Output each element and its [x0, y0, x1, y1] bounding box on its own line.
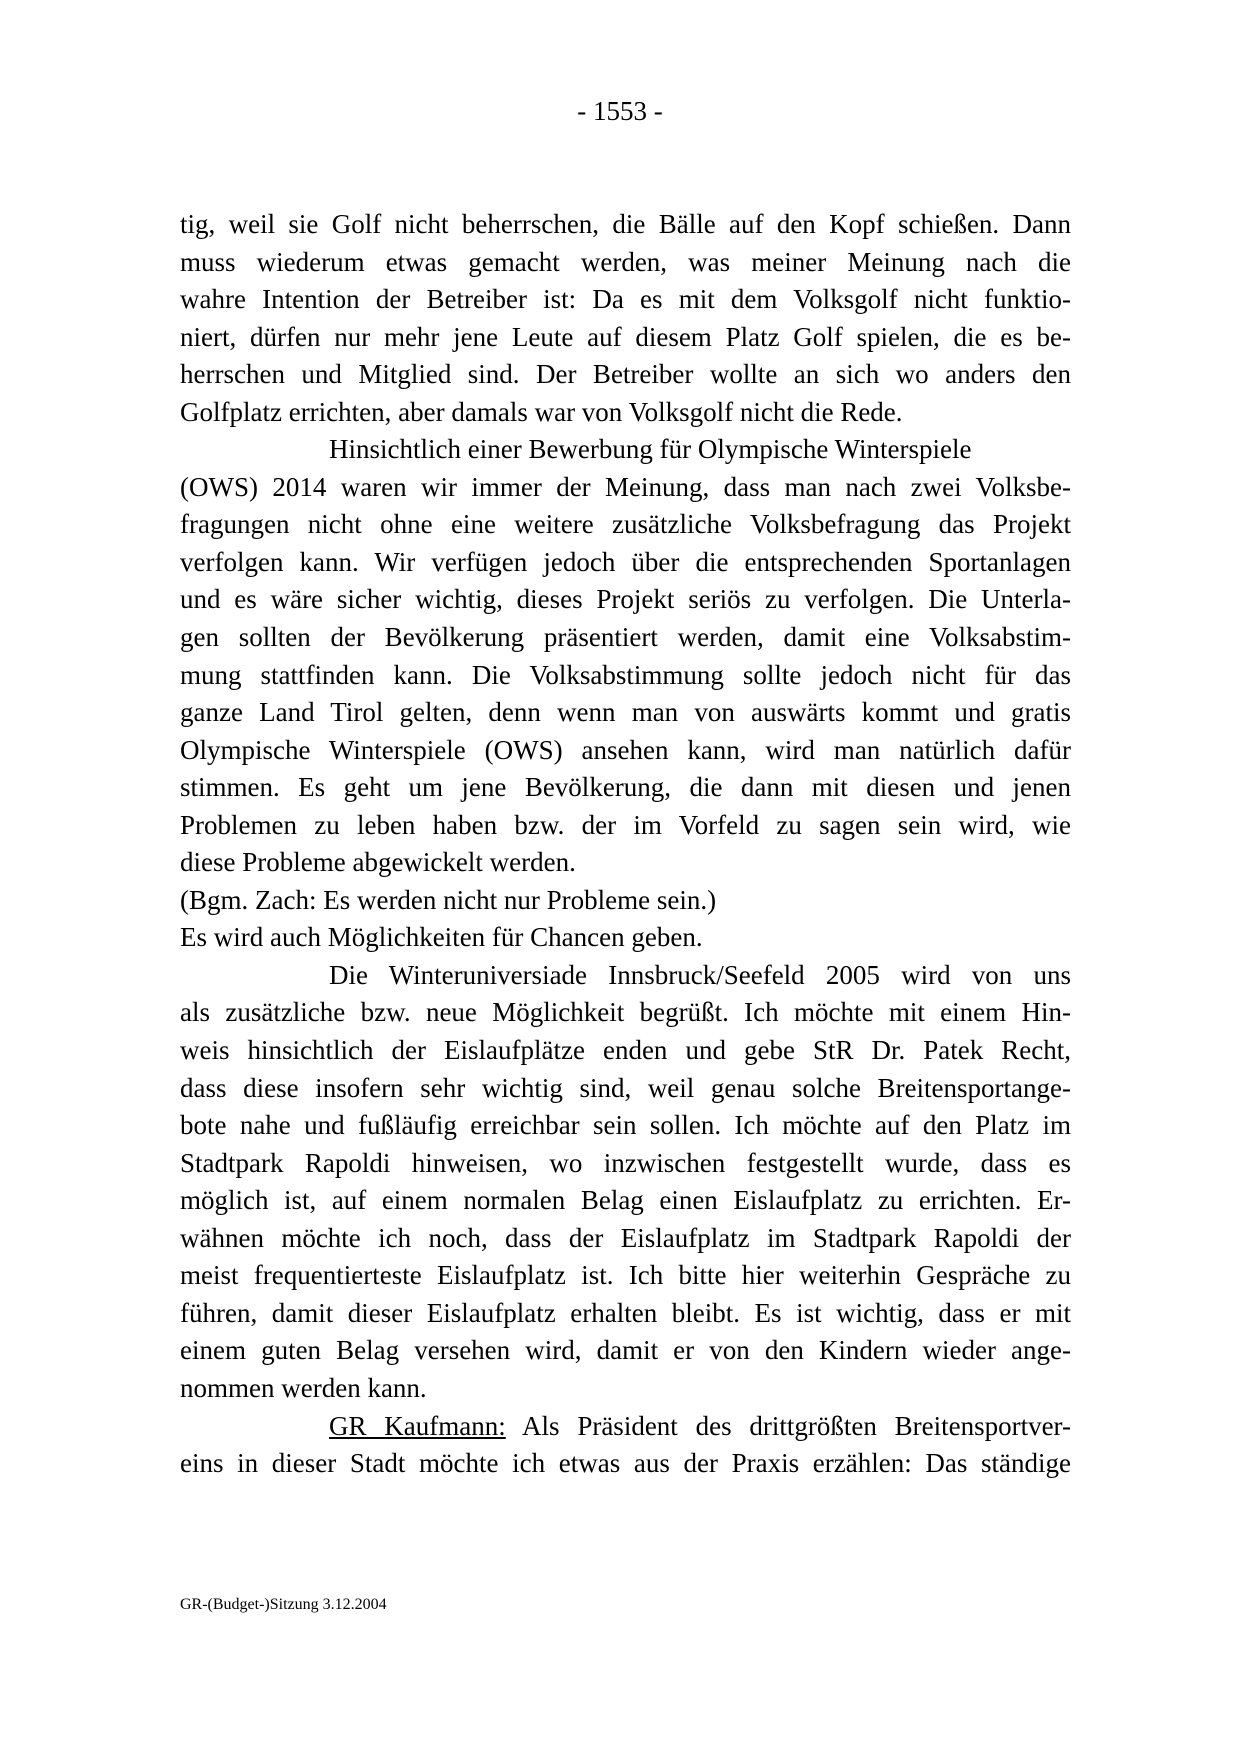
text-line: stimmen. Es geht um jene Bevölkerung, die dann mit diesen und jenen	[180, 772, 1071, 803]
text-line: ganze Land Tirol gelten, denn wenn man von auswärts kommt und gratis	[180, 697, 1071, 728]
text-line: tig, weil sie Golf nicht beherrschen, die Bälle auf den Kopf schießen. Dann	[180, 209, 1071, 239]
text-line	[180, 1408, 1071, 1446]
text-line: niert, dürfen nur mehr jene Leute auf diesem Platz Golf spielen, die es be-	[180, 321, 1071, 352]
text-line: muss wiederum etwas gemacht werden, was meiner Meinung nach die	[180, 246, 1071, 277]
text-line: Golfplatz errichten, aber damals war von Volksgolf nicht die Rede.	[180, 396, 903, 427]
text-line: bote nahe und fußläufig erreichbar sein sollen. Ich möchte auf den Platz im	[180, 1110, 1071, 1141]
text-line: als zusätzliche bzw. neue Möglichkeit begrüßt. Ich möchte mit einem Hin-	[180, 997, 1071, 1028]
text-line: mung stattfinden kann. Die Volksabstimmung sollte jedoch nicht für das	[180, 659, 1071, 690]
text-line: wähnen möchte ich noch, dass der Eislaufplatz im Stadtpark Rapoldi der	[180, 1222, 1071, 1253]
text-line: Es wird auch Möglichkeiten für Chancen geben.	[180, 922, 703, 953]
text-line: wahre Intention der Betreiber ist: Da es mit dem Volksgolf nicht funktio-	[180, 284, 1071, 315]
text-line: diese Probleme abgewickelt werden.	[180, 847, 576, 878]
document-body	[180, 206, 1071, 1483]
text-line: meist frequentierteste Eislaufplatz ist. Ich bitte hier weiterhin Gespräche zu	[180, 1260, 1071, 1291]
speaker-statement: Als Präsident des drittgrößten Breitensportver-	[505, 1410, 1071, 1441]
text-line: fragungen nicht ohne eine weitere zusätzliche Volksbefragung das Projekt	[180, 509, 1071, 540]
footer: GR-(Budget-)Sitzung 3.12.2004	[180, 1596, 387, 1613]
text-line: Hinsichtlich einer Bewerbung für Olympische Winterspiele	[329, 434, 972, 465]
text-line: weis hinsichtlich der Eislaufplätze enden und gebe StR Dr. Patek Recht,	[180, 1035, 1071, 1066]
text-line: und es wäre sicher wichtig, dieses Projekt seriös zu verfolgen. Die Unterla-	[180, 584, 1071, 615]
text-line: Problemen zu leben haben bzw. der im Vorfeld zu sagen sein wird, wie	[180, 809, 1071, 840]
text-line: (OWS) 2014 waren wir immer der Meinung, dass man nach zwei Volksbe-	[180, 471, 1071, 502]
text-line: Olympische Winterspiele (OWS) ansehen kann, wird man natürlich dafür	[180, 734, 1071, 765]
text-line: (Bgm. Zach: Es werden nicht nur Probleme sein.)	[180, 884, 717, 915]
text-line: eins in dieser Stadt möchte ich etwas aus der Praxis erzählen: Das ständige	[180, 1448, 1071, 1479]
text-line: herrschen und Mitglied sind. Der Betreiber wollte an sich wo anders den	[180, 359, 1071, 390]
text-line: Stadtpark Rapoldi hinweisen, wo inzwischen festgestellt wurde, dass es	[180, 1147, 1071, 1178]
text-line: einem guten Belag versehen wird, damit er von den Kindern wieder ange-	[180, 1335, 1071, 1366]
text-line: gen sollten der Bevölkerung präsentiert werden, damit eine Volksabstim-	[180, 622, 1071, 653]
text-line: führen, damit dieser Eislaufplatz erhalten bleibt. Es ist wichtig, dass er mit	[180, 1297, 1071, 1328]
text-line: Die Winteruniversiade Innsbruck/Seefeld 2005 wird von uns	[329, 959, 1071, 990]
text-line: nommen werden kann.	[180, 1372, 427, 1403]
text-line: verfolgen kann. Wir verfügen jedoch über die entsprechenden Sportanlagen	[180, 546, 1071, 577]
text-line: möglich ist, auf einem normalen Belag einen Eislaufplatz zu errichten. Er-	[180, 1185, 1071, 1216]
speaker-name: GR Kaufmann:	[329, 1410, 506, 1441]
text-line: dass diese insofern sehr wichtig sind, weil genau solche Breitensportange-	[180, 1072, 1071, 1103]
page-number: - 1553 -	[577, 96, 663, 126]
